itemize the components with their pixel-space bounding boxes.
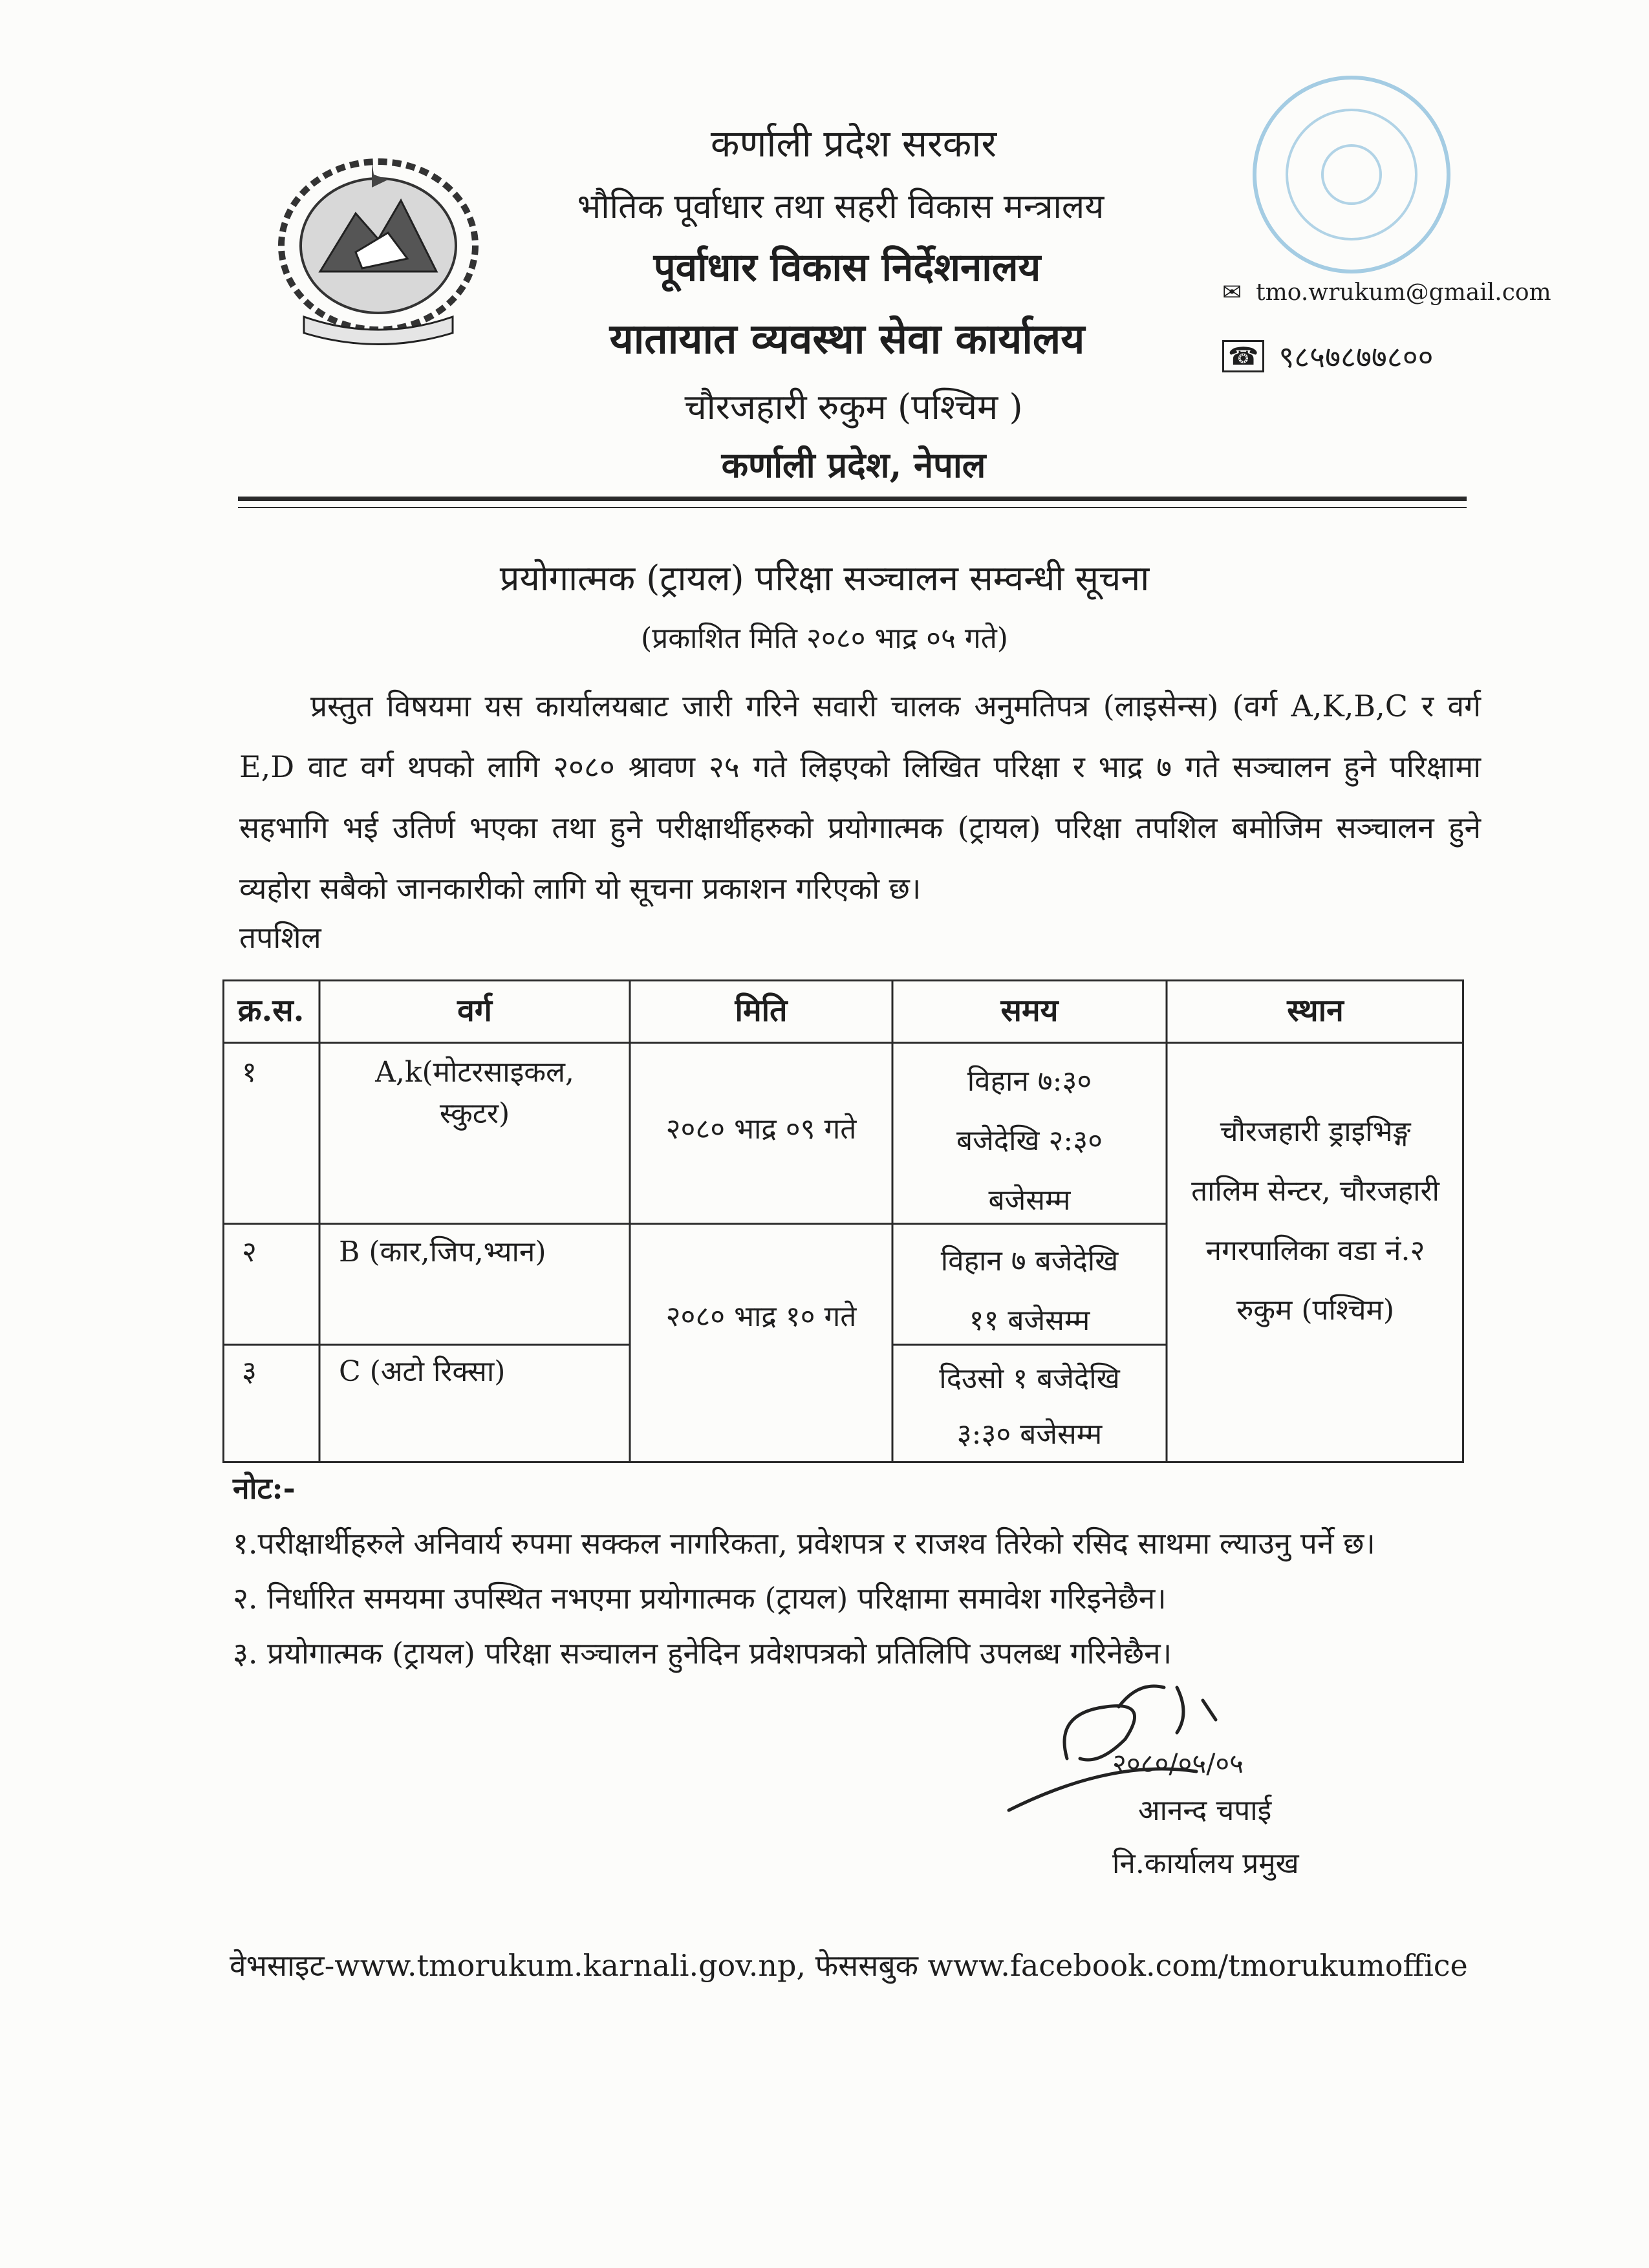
notice-body: प्रस्तुत विषयमा यस कार्यालयबाट जारी गरिने सवारी चालक अनुमतिपत्र (लाइसेन्स) (वर्ग A,K,B,C र वर्ग E,D वाट वर्ग थपको लागि २०८० श्रावण २५ गते लिइएको लिखित परिक्षा र भाद्र ७ गते सञ्चालन हुने परिक्षामा सहभागि भई उतिर्ण भएका तथा हुने परीक्षार्थीहरुको प्रयोगात्मक (ट्रायल) परिक्षा तपशिल बमोजिम सञ्चालन हुने व्यहोरा सबैको जानकारीको लागि यो सूचना प्रकाशन गरिएको छ। — [239, 689, 1481, 906]
signatory-role: नि.कार्यालय प्रमुख — [1112, 1847, 1299, 1880]
venue-line3: नगरपालिका वडा नं.२ — [1205, 1234, 1425, 1267]
col-header-date: मिति — [735, 992, 788, 1029]
row1-time-line1: विहान ७:३० — [967, 1065, 1092, 1098]
directorate-name: पूर्वाधार विकास निर्देशनालय — [653, 245, 1041, 290]
col-header-sn: क्र.स. — [237, 992, 305, 1029]
row1-time-line3: बजेसम्म — [988, 1184, 1071, 1217]
row1-category-line1: A,k(मोटरसाइकल, — [375, 1056, 574, 1089]
row3-category: C (अटो रिक्सा) — [339, 1355, 506, 1388]
date-group-1: २०८० भाद्र ०९ गते — [665, 1113, 857, 1146]
venue — [1167, 1102, 1464, 1340]
row2-time — [892, 1232, 1167, 1351]
row2-time-line2: ११ बजेसम्म — [969, 1304, 1090, 1337]
row1-sn: १ — [242, 1056, 257, 1089]
venue-line4: रुकुम (पश्चिम) — [1236, 1294, 1395, 1327]
notes-heading: नोट:- — [233, 1471, 296, 1506]
footer-links: वेभसाइट-www.tmorukum.karnali.gov.np, फेससबुक www.facebook.com/tmorukumoffice — [230, 1948, 1468, 1983]
schedule-table — [222, 979, 1464, 1463]
note-item-1: १.परीक्षार्थीहरुले अनिवार्य रुपमा सक्कल नागरिकता, प्रवेशपत्र र राजश्व तिरेको रसिद साथमा ल्याउनु पर्ने छ। — [233, 1526, 1375, 1561]
phone-number: ९८५७८७७८०० — [1278, 339, 1434, 374]
row2-sn: २ — [242, 1236, 257, 1268]
row1-category-line2: स्कुटर) — [439, 1097, 510, 1130]
row3-time-line2: ३:३० बजेसम्म — [956, 1418, 1103, 1451]
email-address: tmo.wrukum@gmail.com — [1256, 279, 1551, 306]
nepal-emblem — [259, 149, 498, 356]
note-item-2: २. निर्धारित समयमा उपस्थित नभएमा प्रयोगात्मक (ट्रायल) परिक्षामा समावेश गरिइनेछैन। — [233, 1581, 1167, 1616]
venue-line1: चौरजहारी ड्राइभिङ्ग — [1220, 1115, 1411, 1148]
row3-time-line1: दिउसो १ बजेदेखि — [939, 1362, 1120, 1395]
col-header-category: वर्ग — [457, 992, 492, 1029]
row2-time-line1: विहान ७ बजेदेखि — [940, 1245, 1119, 1278]
row1-time-line2: बजेदेखि २:३० — [956, 1124, 1103, 1157]
venue-line2: तालिम सेन्टर, चौरजहारी — [1191, 1175, 1439, 1208]
office-name: यातायात व्यवस्था सेवा कार्यालय — [609, 315, 1085, 363]
government-name: कर्णाली प्रदेश सरकार — [710, 122, 997, 166]
notice-title: प्रयोगात्मक (ट्रायल) परिक्षा सञ्चालन सम्वन्धी सूचना — [499, 558, 1150, 599]
office-stamp — [1203, 65, 1500, 297]
details-label: तपशिल — [239, 920, 321, 955]
phone-icon: ☎ — [1222, 340, 1264, 372]
signature-date: २०८०/०५/०५ — [1112, 1748, 1244, 1779]
date-group-2: २०८० भाद्र १० गते — [665, 1300, 857, 1333]
office-location: चौरजहारी रुकुम (पश्चिम ) — [684, 387, 1023, 427]
row3-time — [892, 1351, 1167, 1462]
col-header-time: समय — [1000, 992, 1059, 1029]
province-country: कर्णाली प्रदेश, नेपाल — [721, 444, 986, 486]
signatory-name: आनन्द चपाई — [1138, 1794, 1272, 1827]
row2-category: B (कार,जिप,भ्यान) — [339, 1236, 546, 1268]
col-header-venue: स्थान — [1287, 992, 1344, 1029]
email-contact — [1222, 279, 1551, 306]
header-divider-thin — [238, 507, 1467, 508]
header-divider — [238, 497, 1467, 501]
email-icon: ✉ — [1222, 279, 1242, 306]
phone-contact — [1222, 336, 1434, 376]
published-date: (प्रकाशित मिति २०८० भाद्र ०५ गते) — [641, 622, 1008, 655]
ministry-name: भौतिक पूर्वाधार तथा सहरी विकास मन्त्रालय — [577, 187, 1105, 226]
row1-category — [319, 1052, 630, 1135]
note-item-3: ३. प्रयोगात्मक (ट्रायल) परिक्षा सञ्चालन हुनेदिन प्रवेशपत्रको प्रतिलिपि उपलब्ध गरिनेछैन। — [233, 1636, 1172, 1671]
row3-sn: ३ — [242, 1355, 257, 1388]
row1-time — [892, 1052, 1167, 1230]
